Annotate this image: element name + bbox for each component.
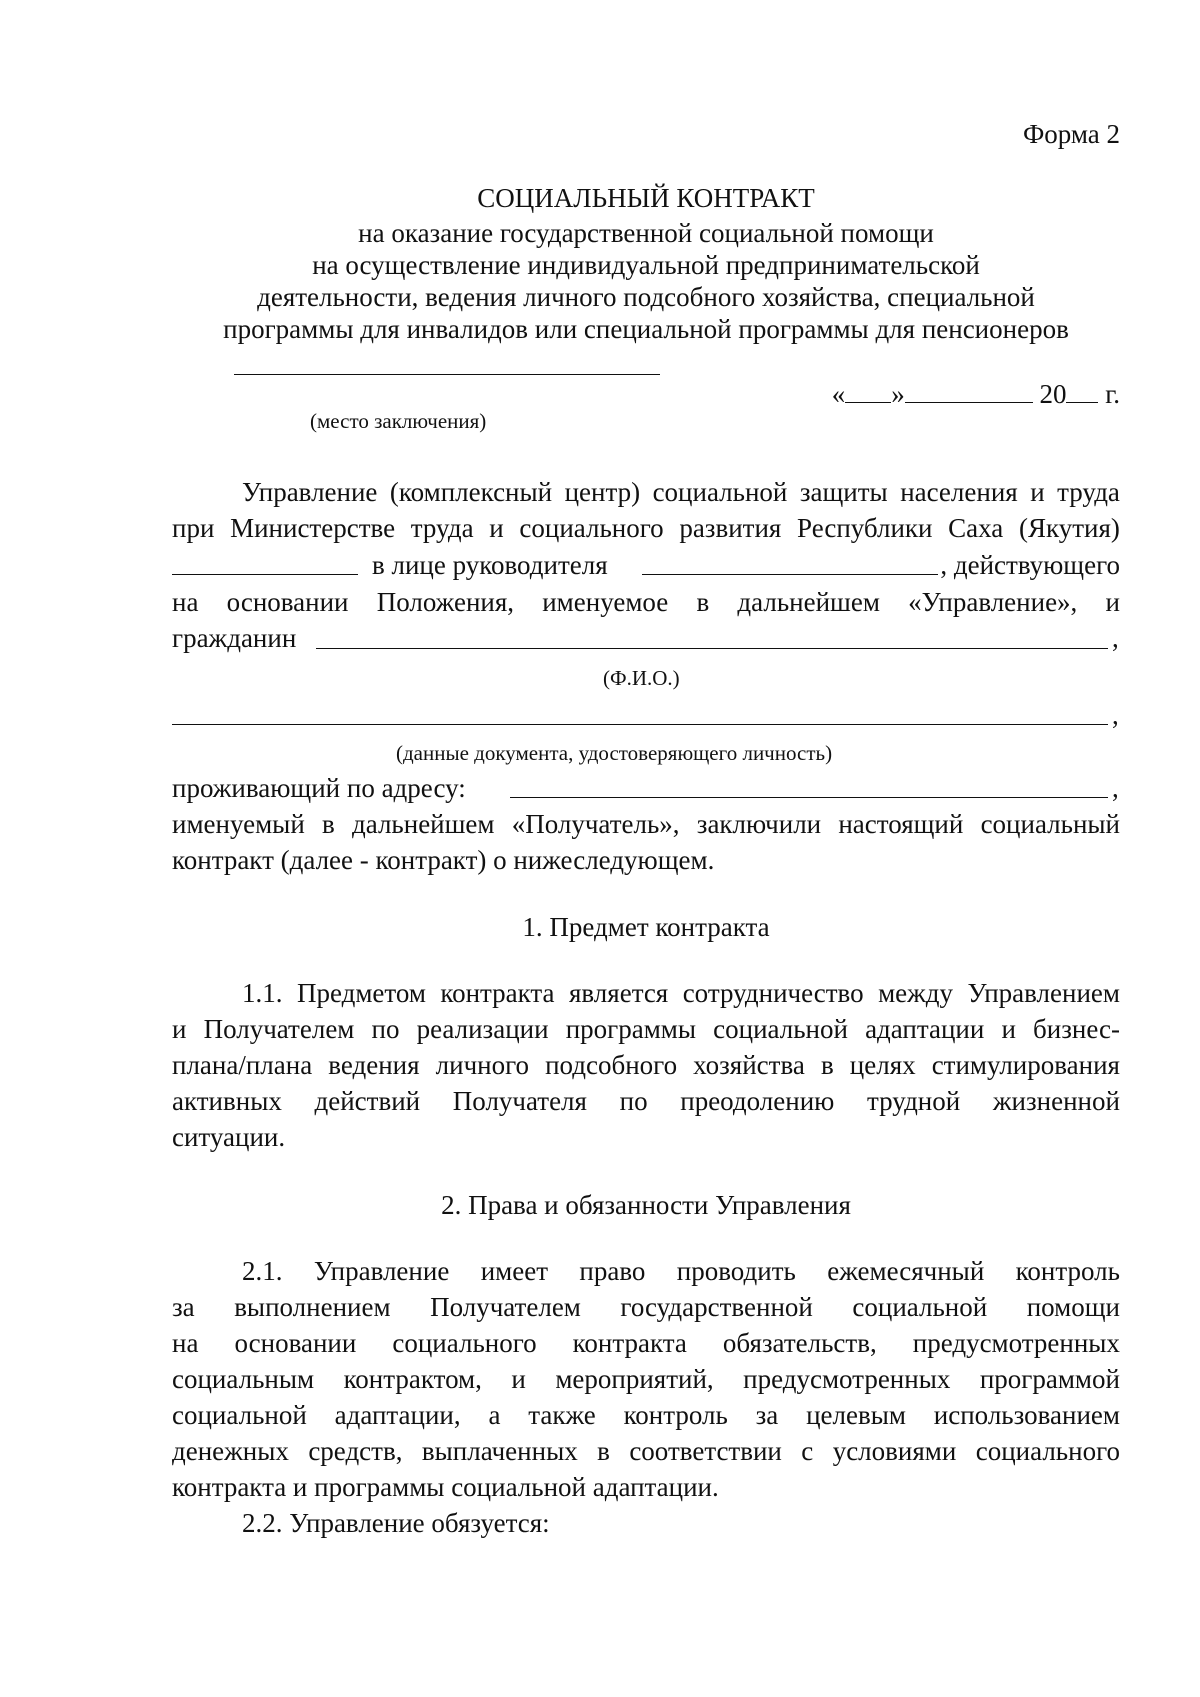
title-line-1: на оказание государственной социальной помощи <box>358 218 934 248</box>
parties-line-1 <box>242 474 1120 510</box>
word: защиты <box>799 477 888 507</box>
word: трудной <box>867 1086 961 1116</box>
department-blank[interactable] <box>172 574 358 575</box>
word: дальнейшем <box>737 587 880 617</box>
word: государственной <box>620 1292 813 1322</box>
word: именуемое <box>542 587 669 617</box>
word: целях <box>849 1050 916 1080</box>
form-label: Форма 2 <box>1022 119 1120 149</box>
fio-caption: (Ф.И.О.) <box>603 666 680 690</box>
word: «Управление», <box>908 587 1078 617</box>
parties-line-6b: , <box>1112 700 1119 730</box>
parties-line-7a: проживающий по адресу: <box>172 773 466 803</box>
word: в <box>696 587 710 617</box>
word: выплаченных <box>421 1436 578 1466</box>
title-line-3: деятельности, ведения личного подсобного хозяйства, специальной <box>257 282 1035 312</box>
word: Получателем <box>203 1014 355 1044</box>
word: Предметом <box>296 978 426 1008</box>
word: и <box>1001 1014 1016 1044</box>
word: за <box>172 1292 195 1322</box>
word: труда <box>1057 477 1120 507</box>
word: социального <box>392 1328 537 1358</box>
word: имеет <box>480 1256 549 1286</box>
date-field <box>832 376 1120 412</box>
word: программы <box>565 1014 697 1044</box>
word: Управление <box>313 1256 450 1286</box>
word: Получателя <box>452 1086 587 1116</box>
word: жизненной <box>992 1086 1120 1116</box>
word: между <box>878 978 954 1008</box>
word: преодолению <box>680 1086 835 1116</box>
word: с <box>801 1436 814 1466</box>
contract-title: СОЦИАЛЬНЫЙ КОНТРАКТ <box>477 183 815 213</box>
s2-p1-line-3 <box>172 1325 1120 1361</box>
month-blank[interactable] <box>905 376 1033 403</box>
head-name-blank[interactable] <box>642 574 938 575</box>
word: основании <box>226 587 349 617</box>
word: также <box>528 1400 596 1430</box>
word: право <box>579 1256 646 1286</box>
s2-p1-line-4 <box>172 1361 1120 1397</box>
word: социальной <box>172 1400 307 1430</box>
word: социальной <box>852 1292 988 1322</box>
word: социального <box>519 513 664 543</box>
parties-line-7b: , <box>1112 773 1119 803</box>
word: в <box>820 1050 834 1080</box>
word: условиями <box>832 1436 957 1466</box>
word: и <box>172 1014 187 1044</box>
word: Положения, <box>376 587 515 617</box>
word: Саха <box>948 513 1004 543</box>
s1-p1-line-3 <box>172 1047 1120 1083</box>
word: Министерстве <box>230 513 396 543</box>
word: основании <box>234 1328 357 1358</box>
parties-line-3b: , действующего <box>940 550 1120 580</box>
word: действий <box>314 1086 421 1116</box>
word: целевым <box>806 1400 906 1430</box>
word: контракта <box>440 978 555 1008</box>
word: плана/плана <box>172 1050 313 1080</box>
citizen-name-blank[interactable] <box>316 648 1108 649</box>
word: предусмотренных <box>743 1364 951 1394</box>
title-line-4: программы для инвалидов или специальной программы для пенсионеров <box>223 314 1069 344</box>
word: «Получатель», <box>511 809 680 839</box>
s2-p2: 2.2. Управление обязуется: <box>242 1508 550 1538</box>
s2-p1-line-2 <box>172 1289 1120 1325</box>
word: бизнес- <box>1033 1014 1120 1044</box>
word: личного <box>435 1050 529 1080</box>
word: средств, <box>308 1436 403 1466</box>
word: предусмотренных <box>912 1328 1120 1358</box>
year-prefix: 20 <box>1039 379 1067 409</box>
word: Получателем <box>430 1292 581 1322</box>
s1-p1-line-4 <box>172 1083 1120 1119</box>
word: социальной <box>652 477 788 507</box>
parties-line-4 <box>172 584 1120 620</box>
word: активных <box>172 1086 282 1116</box>
parties-line-3a: в лице руководителя <box>372 550 608 580</box>
section-2-heading: 2. Права и обязанности Управления <box>441 1190 851 1220</box>
word: центр) <box>564 477 641 507</box>
word: именуемый <box>172 809 305 839</box>
word: на <box>172 1328 199 1358</box>
word: настоящий <box>838 809 964 839</box>
word: помощи <box>1026 1292 1120 1322</box>
word: при <box>172 513 215 543</box>
word: социальным <box>172 1364 315 1394</box>
word: (Якутия) <box>1018 513 1120 543</box>
word: по <box>619 1086 648 1116</box>
word: сотрудничество <box>682 978 864 1008</box>
parties-line-5a: гражданин <box>172 623 297 653</box>
address-blank[interactable] <box>510 797 1108 798</box>
s2-p1-line-5 <box>172 1397 1120 1433</box>
word: хозяйства <box>693 1050 805 1080</box>
word: Управлением <box>967 978 1120 1008</box>
id-document-blank[interactable] <box>172 724 1108 725</box>
word: использованием <box>933 1400 1120 1430</box>
year-suffix: г. <box>1105 379 1120 409</box>
parties-line-2 <box>172 510 1120 546</box>
word: за <box>755 1400 779 1430</box>
quote-open: « <box>831 379 846 409</box>
word: денежных <box>172 1436 289 1466</box>
title-line-2: на осуществление индивидуальной предпринимательской <box>312 250 980 280</box>
word: населения <box>900 477 1018 507</box>
word: социальный <box>980 809 1120 839</box>
word: и <box>1030 477 1045 507</box>
document-caption: (данные документа, удостоверяющего личность) <box>396 741 833 765</box>
word: адаптации, <box>334 1400 461 1430</box>
quote-close: » <box>891 379 905 409</box>
word: развития <box>679 513 782 543</box>
word: социальной <box>713 1014 848 1044</box>
word: труда <box>410 513 474 543</box>
s1-p1-line-1 <box>242 975 1120 1011</box>
word: 2.1. <box>242 1256 283 1286</box>
word: в <box>597 1436 610 1466</box>
word: является <box>569 978 669 1008</box>
word: Республики <box>797 513 933 543</box>
word: (комплексный <box>389 477 553 507</box>
word: выполнением <box>234 1292 391 1322</box>
s2-p1-line-1 <box>242 1253 1120 1289</box>
word: контроль <box>623 1400 728 1430</box>
word: 1.1. <box>242 978 283 1008</box>
year-blank[interactable] <box>1066 376 1098 403</box>
s2-p1-last: контракта и программы социальной адаптации. <box>172 1472 719 1502</box>
word: контракта <box>572 1328 687 1358</box>
word: в <box>322 809 335 839</box>
section-1-heading: 1. Предмет контракта <box>522 912 770 942</box>
place-caption: (место заключения) <box>310 409 487 433</box>
word: и <box>1105 587 1120 617</box>
word: ведения <box>328 1050 420 1080</box>
word: реализации <box>416 1014 549 1044</box>
word: соответствии <box>629 1436 782 1466</box>
word: дальнейшем <box>352 809 495 839</box>
word: ежемесячный <box>827 1256 985 1286</box>
word: а <box>488 1400 501 1430</box>
s1-p1-line-2 <box>172 1011 1120 1047</box>
parties-line-9: контракт (далее - контракт) о нижеследующем. <box>172 845 715 875</box>
word: заключили <box>696 809 822 839</box>
parties-line-8 <box>172 806 1120 842</box>
word: на <box>172 587 199 617</box>
word: стимулирования <box>931 1050 1120 1080</box>
word: Управление <box>242 477 378 507</box>
day-blank[interactable] <box>845 376 891 403</box>
word: и <box>511 1364 526 1394</box>
word: по <box>371 1014 400 1044</box>
s1-p1-last: ситуации. <box>172 1122 286 1152</box>
word: проводить <box>676 1256 796 1286</box>
word: и <box>489 513 504 543</box>
word: обязательств, <box>722 1328 877 1358</box>
place-blank[interactable] <box>234 374 660 375</box>
word: контрактом, <box>343 1364 482 1394</box>
word: программой <box>979 1364 1120 1394</box>
word: мероприятий, <box>555 1364 714 1394</box>
word: контроль <box>1015 1256 1120 1286</box>
parties-line-5b: , <box>1112 623 1119 653</box>
word: подсобного <box>545 1050 678 1080</box>
word: социального <box>975 1436 1120 1466</box>
s2-p1-line-6 <box>172 1433 1120 1469</box>
word: адаптации <box>865 1014 985 1044</box>
